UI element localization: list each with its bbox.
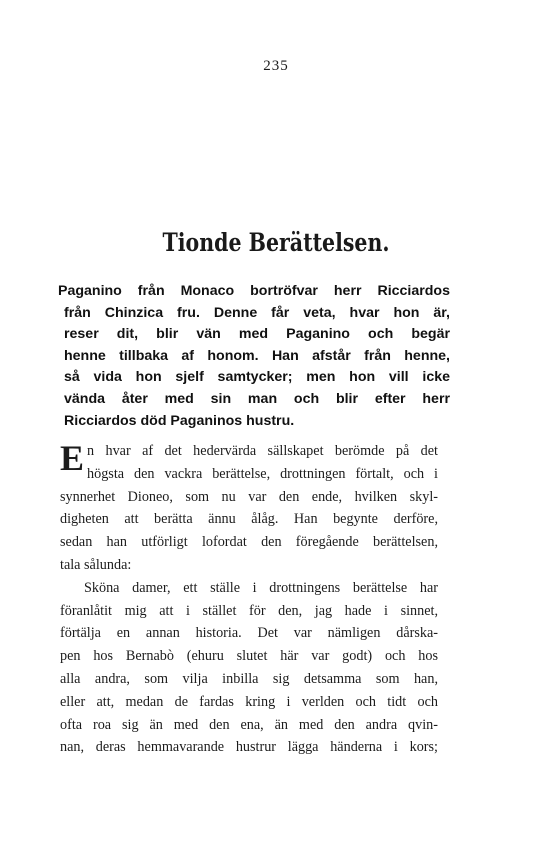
body-line: n hvar af det hedervärda sällskapet berömde på det [87,443,438,459]
body-line: pen hos Bernabò (ehuru slutet här var godt) och hos [60,648,438,665]
summary-line: henne tillbaka af honom. Han afstår från henne, [64,347,450,364]
body-line: tala sålunda: [60,556,132,573]
drop-cap: E [60,438,85,478]
body-line: alla andra, som vilja inbilla sig detsamma som han, [60,670,438,687]
body-line: nan, deras hemmavarande hustrur lägga händerna i kors; [60,739,438,756]
body-line: eller att, medan de fardas kring i verlden och tidt och [60,693,438,710]
summary-line: Paganino från Monaco bortröfvar herr Ricciardos [58,283,450,299]
summary-line: reser dit, blir vän med Paganino och begär [64,326,450,343]
body-line: digheten att berätta ännu ålåg. Han begynte derföre, [60,511,438,528]
body-line: ofta roa sig än med den ena, än med den andra qvin- [60,716,438,733]
body-line: Sköna damer, ett ställe i drottningens berättelse har [84,579,438,596]
summary-line: så vida hon sjelf samtycker; men hon vill icke [64,369,450,386]
body-line: föranlåtit mig att i stället för den, jag hade i sinnet, [60,602,438,619]
body-text [60,440,438,759]
body-line: sedan han utförligt lofordat den föregående berättelsen, [60,534,438,551]
page-number: 235 [263,58,289,74]
body-line: högsta den vackra berättelse, drottningen förtalt, och i [87,465,438,482]
body-line: förtälja en annan historia. Det var nämligen dårska- [60,625,438,642]
summary-line: Ricciardos död Paganinos hustru. [64,412,295,429]
chapter-title: Tionde Berättelsen. [162,228,390,257]
body-line: synnerhet Dioneo, som nu var den ende, hvilken skyl- [60,488,438,505]
summary-line: vända åter med sin man och blir efter herr [64,390,450,407]
summary-line: från Chinzica fru. Denne får veta, hvar hon är, [64,304,450,321]
chapter-summary [58,281,450,432]
